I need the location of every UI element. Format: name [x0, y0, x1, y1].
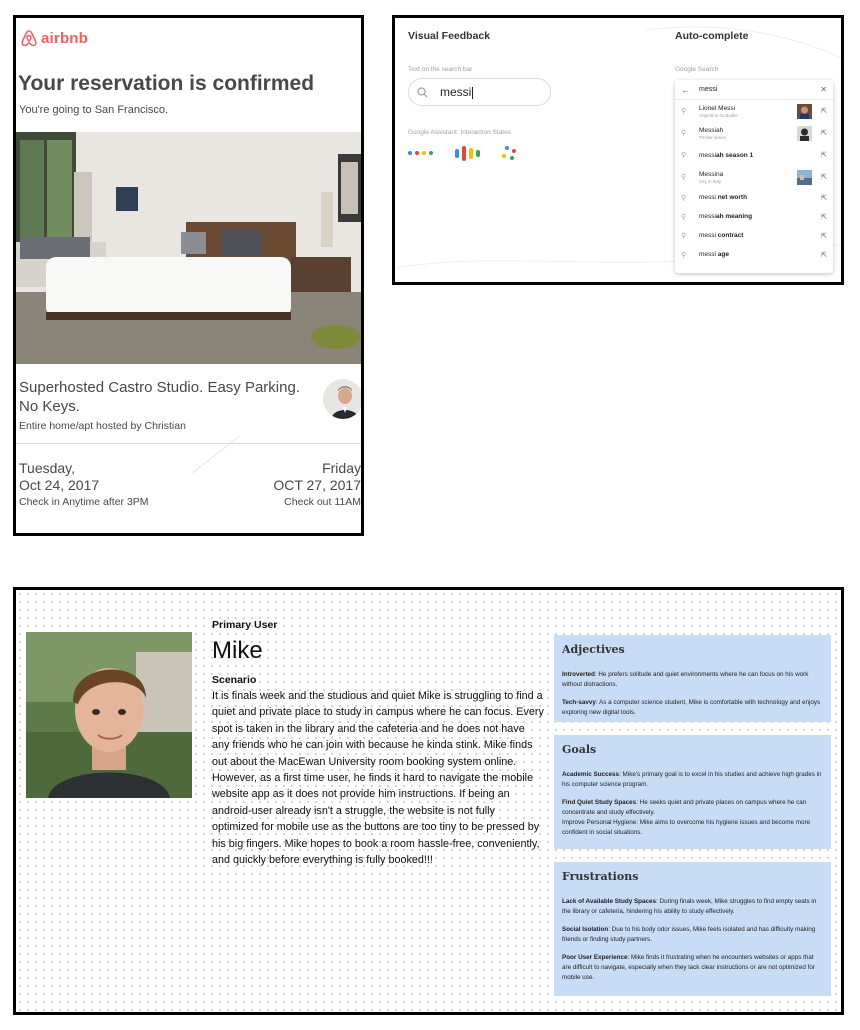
adjectives-card [554, 635, 831, 722]
yellow-dot [422, 151, 426, 155]
suggestion-completion: age [715, 251, 729, 258]
red-bar [462, 146, 466, 161]
frustration-text: : During finals week, Mike struggles to find empty seats in the library or cafeteria, hindering his ability to study effectively. [562, 898, 817, 915]
suggestion-text [699, 127, 797, 140]
assistant-listening-bars-icon [455, 146, 480, 161]
frustration-term: Poor User Experience [562, 954, 628, 961]
goal-item [562, 770, 823, 790]
adjective-item [562, 698, 823, 718]
suggestion-text [699, 171, 797, 184]
suggestion-text [699, 105, 797, 118]
suggestion-thumbnail [797, 126, 812, 141]
suggestion-completion: ah meaning [715, 213, 753, 220]
search-icon [417, 87, 428, 98]
goal-text: : Mike's primary goal is to excel in his studies and achieve high grades in his computer science program. [562, 771, 822, 788]
suggestion-text [699, 194, 820, 201]
frustrations-title: Frustrations [562, 870, 639, 883]
suggestion-prefix: messi [699, 232, 716, 239]
frustration-item [562, 953, 823, 983]
destination-text: You're going to San Francisco. [19, 104, 169, 116]
fill-query-arrow-icon[interactable]: ⇱ [821, 213, 827, 221]
suggestion-title [699, 251, 820, 258]
green-dot [510, 156, 514, 160]
goals-card [554, 735, 831, 849]
checkin-block [19, 460, 169, 509]
suggestion-title [699, 194, 820, 201]
suggestion-item[interactable] [675, 226, 833, 245]
adjective-term: Introverted [562, 671, 595, 678]
google-search-label: Google Search [675, 66, 719, 73]
fill-query-arrow-icon[interactable]: ⇱ [821, 152, 827, 159]
search-bar[interactable] [408, 78, 551, 106]
search-icon: ⚲ [681, 194, 687, 202]
goals-title: Goals [562, 743, 597, 756]
adjective-term: Tech-savvy [562, 699, 596, 706]
visual-feedback-panel [392, 15, 844, 285]
suggestion-thumbnail [797, 170, 812, 185]
suggestion-item[interactable] [675, 144, 833, 166]
goal-term: Find Quiet Study Spaces [562, 799, 637, 806]
autocomplete-header [675, 80, 833, 100]
red-dot [512, 149, 516, 153]
suggestion-text [699, 232, 820, 239]
checkout-block [211, 460, 361, 509]
adjectives-title: Adjectives [562, 643, 625, 656]
suggestion-thumbnail [797, 104, 812, 119]
listing-host-text: Entire home/apt hosted by Christian [19, 420, 186, 432]
persona-panel [13, 587, 844, 1015]
search-icon: ⚲ [681, 213, 687, 221]
suggestion-item[interactable] [675, 100, 833, 122]
scenario-text: It is finals week and the studious and quiet Mike is struggling to find a quiet and private place to study in campus where he can focus. Every spot is taken in the library and the cafeteria and he does not have any friends who he can join with because he kinda stink. Mike finds out about the MacEwan University room booking system online. However, as a first time user, he finds it hard to navigate the mobile website app as it does not provide him instructions. If being an android-user already isn't a struggle, the website is not fully optimized for mobile use as the buttons are too tiny to be pressed by his big fingers. Mike hopes to book a room hassle-free, conveniently, and quickly before everything is fully booked!!! [212, 690, 544, 867]
airbnb-belo-icon [20, 29, 38, 48]
suggestion-title [699, 152, 820, 159]
back-arrow-icon[interactable]: ← [681, 84, 690, 95]
suggestion-list [675, 100, 833, 264]
assistant-idle-dots-icon [408, 151, 433, 155]
persona-role: Primary User [212, 619, 278, 631]
yellow-bar [469, 148, 473, 159]
search-icon: ⚲ [681, 152, 687, 159]
auto-complete-title: Auto-complete [675, 30, 749, 42]
red-dot [415, 151, 419, 155]
scenario-label: Scenario [212, 674, 257, 686]
goal-text: : He seeks quiet and private places on campus where he can concentrate and study effectively. [562, 799, 807, 816]
search-icon: ⚲ [681, 232, 687, 240]
yellow-dot [502, 154, 506, 158]
fill-query-arrow-icon[interactable]: ⇱ [821, 194, 827, 202]
suggestion-prefix: messi [699, 251, 716, 258]
fill-query-arrow-icon[interactable]: ⇱ [821, 108, 827, 115]
suggestion-prefix: messi [699, 194, 716, 201]
confirmation-headline: Your reservation is confirmed [18, 72, 315, 95]
assistant-states [408, 145, 520, 161]
suggestion-title [699, 105, 797, 112]
search-icon: ⚲ [681, 251, 687, 259]
frustration-item [562, 925, 823, 945]
goal-text: Improve Personal Hygiene: Mike aims to overcome his hygiene issues and become more confident in social situations. [562, 819, 811, 836]
green-bar [476, 150, 480, 157]
airbnb-logo-text: airbnb [41, 30, 89, 47]
text-cursor [472, 87, 473, 99]
search-input[interactable] [440, 85, 473, 99]
suggestion-subtitle: Thriller series [699, 134, 727, 140]
suggestion-text [699, 251, 820, 258]
airbnb-logo[interactable] [20, 29, 88, 48]
assistant-states-label: Google Assistant: Interaction States [408, 129, 511, 136]
suggestion-subtitle: City in Italy [699, 178, 722, 184]
adjective-item [562, 670, 823, 690]
autocomplete-query-input[interactable]: messi [699, 86, 718, 93]
listing-photo[interactable] [16, 132, 361, 364]
listing-title[interactable]: Superhosted Castro Studio. Easy Parking. No Keys. [19, 379, 300, 415]
blue-dot [408, 151, 412, 155]
suggestion-title [699, 171, 797, 178]
checkout-date: OCT 27, 2017 [273, 477, 361, 493]
search-bar-label: Text on the search bar [408, 66, 473, 73]
suggestion-item[interactable] [675, 188, 833, 207]
search-icon: ⚲ [681, 174, 687, 181]
suggestion-title [699, 127, 797, 134]
frustration-term: Lack of Available Study Spaces [562, 898, 657, 905]
airbnb-confirmation-panel [13, 15, 364, 536]
blue-dot [505, 146, 509, 150]
host-avatar[interactable] [323, 379, 363, 419]
suggestion-prefix: messi [699, 213, 716, 220]
frustrations-card [554, 862, 831, 996]
visual-feedback-title: Visual Feedback [408, 30, 491, 42]
suggestion-item[interactable] [675, 166, 833, 188]
autocomplete-dropdown [675, 80, 833, 273]
suggestion-title [699, 213, 820, 220]
suggestion-completion: ah season 1 [715, 151, 754, 159]
assistant-thinking-dots-icon [502, 145, 520, 161]
search-icon: ⚲ [681, 108, 687, 115]
frustration-item [562, 897, 823, 917]
suggestion-item[interactable] [675, 207, 833, 226]
search-value: messi [440, 85, 472, 99]
suggestion-title [699, 232, 820, 239]
suggestion-subtitle: Argentine footballer [699, 112, 739, 118]
checkin-date: Oct 24, 2017 [19, 477, 100, 493]
suggestion-item[interactable] [675, 245, 833, 264]
suggestion-text [699, 152, 820, 159]
frustration-text: : Due to his body odor issues, Mike feels isolated and has difficulty making friends or finding study partners. [562, 926, 816, 943]
fill-query-arrow-icon[interactable]: ⇱ [821, 251, 827, 259]
search-icon: ⚲ [681, 130, 687, 137]
persona-name: Mike [212, 637, 263, 664]
goal-term: Academic Success [562, 771, 620, 778]
goal-item [562, 818, 823, 838]
checkout-day: Friday [322, 460, 361, 476]
blue-bar [455, 149, 459, 158]
checkin-time: Check in Anytime after 3PM [19, 496, 149, 508]
frustration-text: : Mike finds it frustrating when he encounters websites or apps that are difficult to navigate, especially when they lack clear instructions or are not optimized for mobile use. [562, 954, 815, 981]
fill-query-arrow-icon[interactable]: ⇱ [821, 174, 827, 181]
suggestion-prefix: Messina [699, 170, 724, 178]
user-portrait [26, 632, 192, 798]
fill-query-arrow-icon[interactable]: ⇱ [821, 130, 827, 137]
checkout-time: Check out 11AM [284, 496, 361, 508]
suggestion-item[interactable] [675, 122, 833, 144]
suggestion-prefix: Lionel Messi [699, 104, 736, 112]
checkin-day: Tuesday, [19, 460, 76, 476]
frustration-term: Social Isolation [562, 926, 609, 933]
goal-item [562, 798, 823, 818]
suggestion-prefix: messi [699, 151, 716, 159]
adjective-text: : As a computer science student, Mike is comfortable with technology and enjoys exploring new digital tools. [562, 699, 821, 716]
suggestion-completion: net worth [715, 194, 748, 201]
suggestion-text [699, 213, 820, 220]
suggestion-completion: contract [715, 232, 744, 239]
listing-divider [16, 443, 361, 444]
clear-icon[interactable]: ✕ [820, 85, 827, 94]
fill-query-arrow-icon[interactable]: ⇱ [821, 232, 827, 240]
green-dot [429, 151, 433, 155]
suggestion-prefix: Messiah [699, 126, 724, 134]
adjective-text: : He prefers solitude and quiet environments where he can focus on his work without distractions. [562, 671, 809, 688]
